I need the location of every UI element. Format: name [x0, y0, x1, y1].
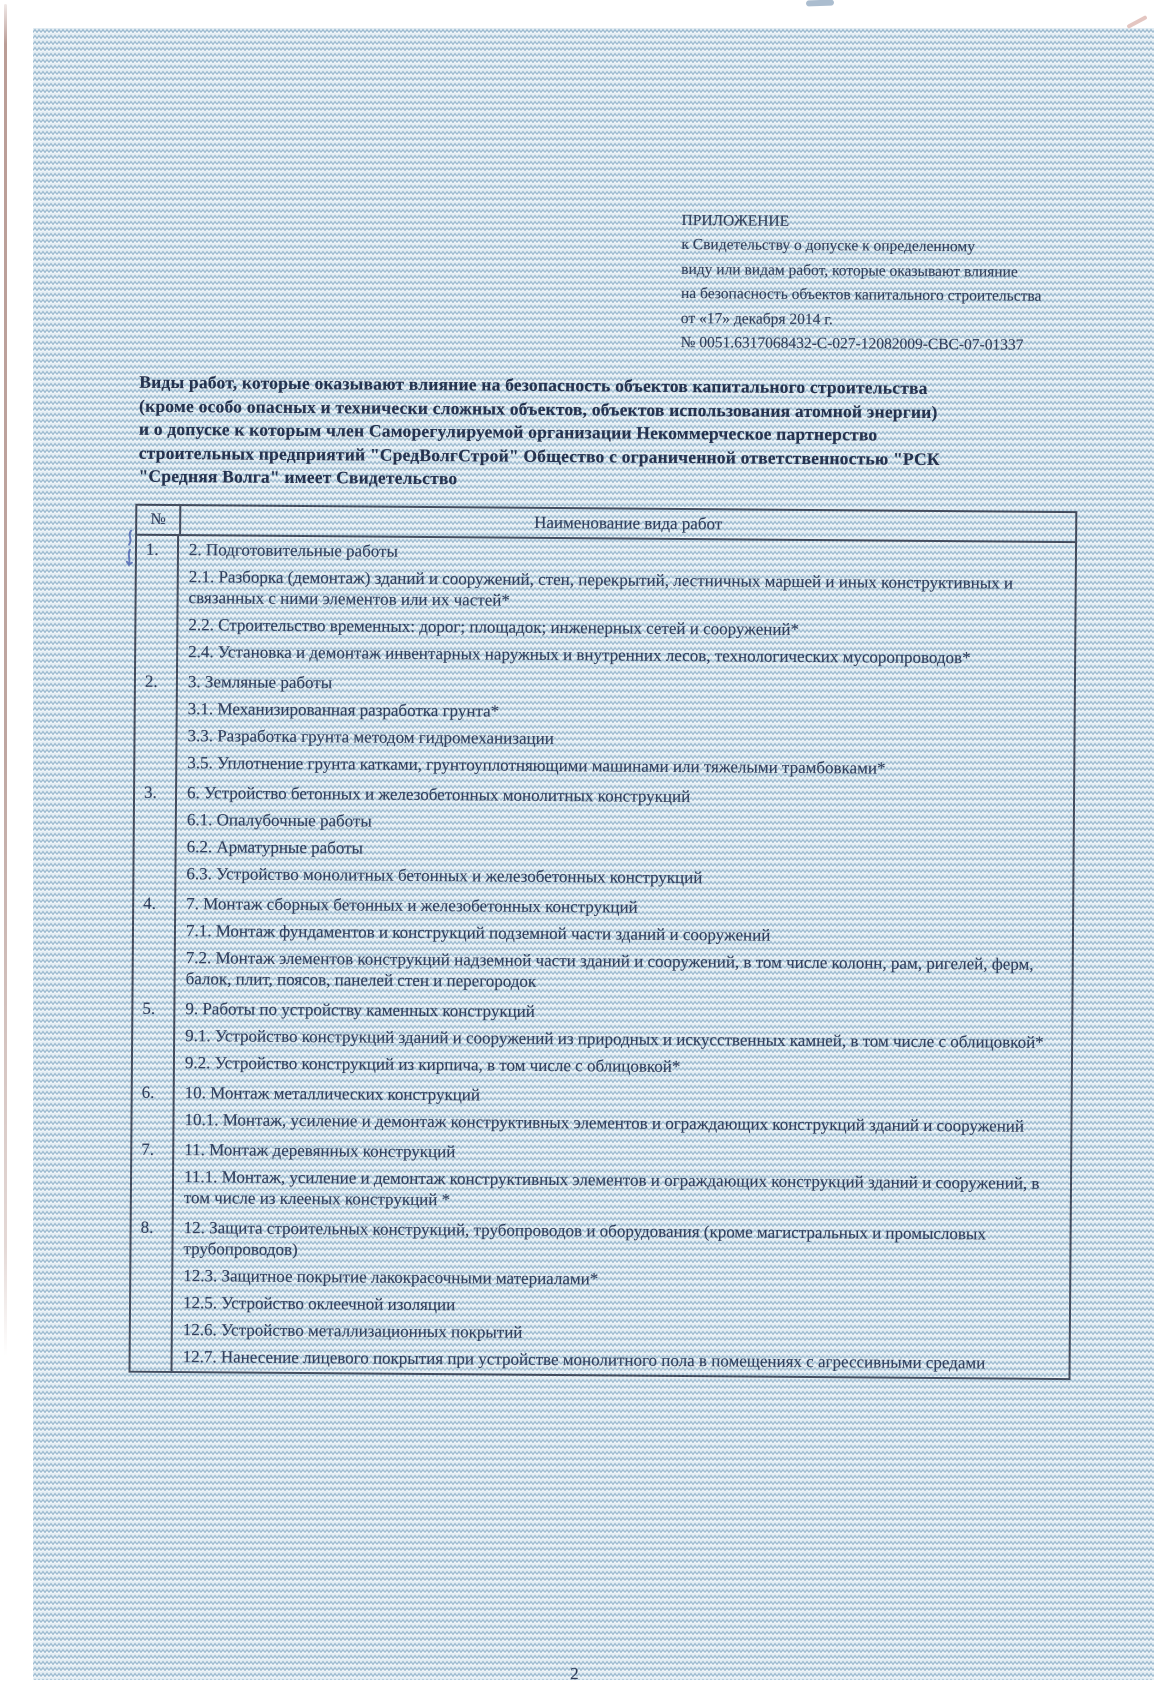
work-item: 6.2. Арматурные работы — [186, 837, 364, 858]
work-item: 3.1. Механизированная разработка грунта* — [187, 699, 500, 721]
intro-line: "Средняя Волга" имеет Свидетельство — [138, 466, 458, 489]
work-item: 6.1. Опалубочные работы — [186, 810, 372, 831]
table-row — [131, 1214, 1070, 1378]
pen-scribble-mark — [121, 528, 139, 570]
appendix-header-line: виду или видам работ, которые оказывают влияние — [681, 260, 1018, 281]
work-item: 6.3. Устройство монолитных бетонных и железобетонных конструкций — [186, 864, 703, 888]
work-item: 7. Монтаж сборных бетонных и железобетонных конструкций — [186, 894, 638, 917]
table-row — [134, 779, 1073, 897]
work-item: 2.2. Строительство временных: дорог; площадок; инженерных сетей и сооружений* — [188, 615, 800, 639]
work-item: 11.1. Монтаж, усиление и демонтаж конструктивных элементов и ограждающих конструкций зданий и сооружений, в том числе из клееных конструкций * — [183, 1167, 1040, 1210]
work-item: 12.7. Нанесение лицевого покрытия при устройстве монолитного пола в помещениях с агрессивными средами — [182, 1347, 986, 1373]
work-item: 12. Защита строительных конструкций, трубопроводов и оборудования (кроме магистральных и промысловых трубопроводов) — [183, 1218, 986, 1260]
row-number: 8. — [131, 1214, 174, 1371]
row-number: 6. — [132, 1079, 174, 1136]
row-works — [175, 995, 1072, 1086]
work-item: 9.2. Устройство конструкций из кирпича, в том числе с облицовкой* — [184, 1053, 681, 1077]
work-item: 12.6. Устройство металлизационных покрытий — [182, 1320, 523, 1342]
intro-line: и о допуске к которым член Саморегулируемой организации Некоммерческое партнерство — [138, 418, 878, 445]
row-number: 7. — [132, 1136, 175, 1214]
row-number: 1. — [136, 536, 179, 668]
appendix-title: ПРИЛОЖЕНИЕ — [681, 211, 790, 230]
work-item: 3.5. Уплотнение грунта катками, грунтоуплотняющими машинами или тяжелыми трамбовками* — [187, 753, 886, 778]
appendix-header-line: на безопасность объектов капитального строительства — [680, 285, 1042, 306]
table-row — [136, 536, 1075, 675]
work-item: 9. Работы по устройству каменных конструкций — [185, 999, 535, 1021]
work-item: 7.1. Монтаж фундаментов и конструкций подземной части зданий и сооружений — [185, 921, 771, 945]
appendix-header-line: к Свидетельству о допуске к определенному — [681, 236, 976, 256]
work-item: 10.1. Монтаж, усиление и демонтаж конструктивных элементов и ограждающих конструкций зданий и сооружений — [184, 1110, 1025, 1136]
works-table — [129, 504, 1078, 1380]
row-works — [174, 1136, 1071, 1221]
row-number: 3. — [134, 779, 177, 890]
work-item: 12.5. Устройство оклеечной изоляции — [182, 1293, 456, 1315]
intro-paragraph — [138, 371, 1049, 496]
column-header-work-name: Наименование вида работ — [534, 512, 723, 534]
work-item: 11. Монтаж деревянных конструкций — [184, 1140, 456, 1162]
row-number: 2. — [135, 668, 178, 779]
work-item: 3. Земляные работы — [187, 672, 333, 693]
intro-line: (кроме особо опасных и технически сложных объектов, объектов использования атомной энергии) — [139, 395, 938, 422]
row-number: 4. — [133, 890, 176, 995]
table-row — [135, 668, 1074, 786]
table-row — [133, 995, 1072, 1086]
work-item: 2. Подготовительные работы — [188, 540, 398, 561]
row-works — [178, 536, 1075, 675]
table-row — [132, 1079, 1070, 1143]
work-item: 12.3. Защитное покрытие лакокрасочными материалами* — [183, 1266, 599, 1289]
appendix-header — [681, 209, 1082, 359]
work-item: 10. Монтаж металлических конструкций — [184, 1083, 481, 1105]
row-works — [174, 1079, 1070, 1143]
row-works — [173, 1214, 1070, 1378]
work-item: 6. Устройство бетонных и железобетонных монолитных конструкций — [186, 783, 691, 807]
row-works — [177, 668, 1074, 786]
table-row — [132, 1136, 1071, 1221]
row-works — [175, 890, 1072, 1002]
work-item: 3.3. Разработка грунта методом гидромеханизации — [187, 726, 554, 749]
table-row — [133, 890, 1072, 1002]
intro-line: строительных предприятий "СредВолгСтрой" Общество с ограниченной ответственностью "РСК — [138, 442, 940, 469]
column-header-number: № — [137, 506, 181, 534]
row-works — [176, 779, 1073, 897]
work-item: 7.2. Монтаж элементов конструкций надземной части зданий и сооружений, в том числе колонн, рам, ригелей, ферм, балок, плит, поясов, панелей стен и перегородок — [185, 948, 1034, 991]
work-item: 2.1. Разборка (демонтаж) зданий и сооружений, стен, перекрытий, лестничных маршей и иных конструктивных и связанных с ними элементов или их частей* — [188, 567, 1014, 610]
appendix-date-line: от «17» декабря 2014 г. — [680, 309, 833, 328]
work-item: 9.1. Устройство конструкций зданий и сооружений из природных и искусственных камней, в том числе с облицовкой* — [185, 1026, 1044, 1052]
certificate-number: № 0051.6317068432-С-027-12082009-СВС-07-01337 — [680, 334, 1024, 354]
intro-line: Виды работ, которые оказывают влияние на безопасность объектов капитального строительства — [139, 371, 928, 398]
row-number: 5. — [133, 995, 176, 1079]
page-number: 2 — [570, 1664, 579, 1684]
work-item: 2.4. Установка и демонтаж инвентарных наружных и внутренних лесов, технологических мусоропроводов* — [188, 642, 971, 668]
